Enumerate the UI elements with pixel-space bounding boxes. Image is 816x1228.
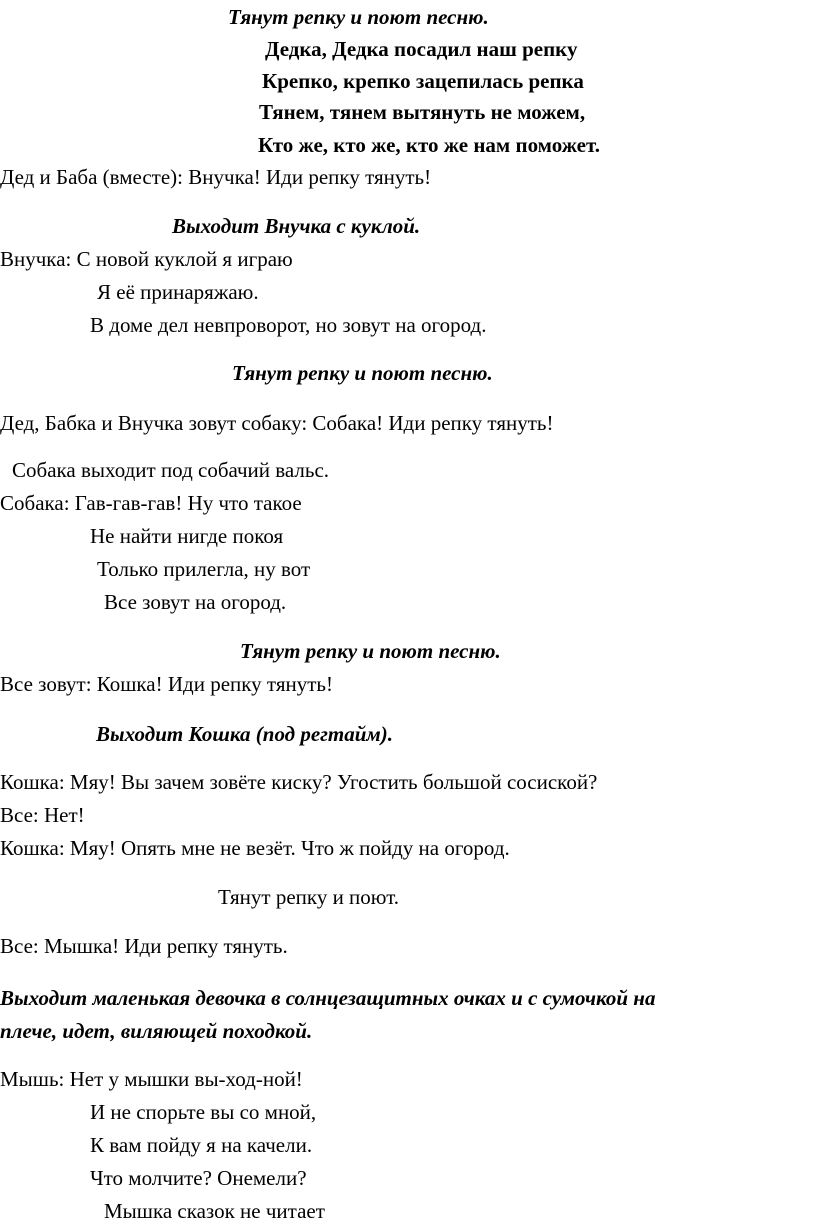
stage-direction: Выходит Внучка с куклой. (172, 214, 421, 238)
dialogue-line: К вам пойду я на качели. (90, 1133, 313, 1157)
stage-direction: Тянут репку и поют песню. (232, 361, 493, 385)
dialogue-line: Все зовут на огород. (104, 590, 287, 614)
stage-direction: Тянут репку и поют песню. (240, 639, 501, 663)
dialogue-line: И не спорьте вы со мной, (90, 1100, 317, 1124)
stage-direction: Тянут репку и поют песню. (228, 5, 489, 29)
dialogue-line: Что молчите? Онемели? (90, 1166, 307, 1190)
song-line: Дедка, Дедка посадил наш репку (265, 37, 578, 61)
dialogue-line: Все: Нет! (0, 803, 85, 827)
stage-direction: Собака выходит под собачий вальс. (12, 458, 330, 482)
dialogue-line: Мышка сказок не читает (104, 1199, 325, 1223)
dialogue-line: Мышь: Нет у мышки вы-ход-ной! (0, 1067, 303, 1091)
dialogue-line: Кошка: Мяу! Вы зачем зовёте киску? Угостить большой сосиской? (0, 770, 598, 794)
stage-direction: Тянут репку и поют. (218, 885, 400, 909)
dialogue-line: Кошка: Мяу! Опять мне не везёт. Что ж пойду на огород. (0, 836, 510, 860)
song-line: Крепко, крепко зацепилась репка (262, 69, 584, 93)
song-line: Тянем, тянем вытянуть не можем, (259, 100, 586, 124)
dialogue-line: Внучка: С новой куклой я играю (0, 247, 293, 271)
dialogue-line: В доме дел невпроворот, но зовут на огород. (90, 313, 487, 337)
dialogue-line: Собака: Гав-гав-гав! Ну что такое (0, 491, 302, 515)
dialogue-line: Только прилегла, ну вот (97, 557, 311, 581)
song-line: Кто же, кто же, кто же нам поможет. (258, 133, 600, 157)
dialogue-line: Дед, Бабка и Внучка зовут собаку: Собака! Иди репку тянуть! (0, 411, 554, 435)
dialogue-line: Я её принаряжаю. (97, 280, 259, 304)
dialogue-line: Все: Мышка! Иди репку тянуть. (0, 934, 288, 958)
dialogue-line: Не найти нигде покоя (90, 524, 284, 548)
dialogue-line: Все зовут: Кошка! Иди репку тянуть! (0, 672, 333, 696)
stage-direction: Выходит маленькая девочка в солнцезащитных очках и с сумочкой на (0, 986, 656, 1010)
dialogue-line: Дед и Баба (вместе): Внучка! Иди репку тянуть! (0, 165, 432, 189)
stage-direction: плече, идет, виляющей походкой. (0, 1019, 313, 1043)
stage-direction: Выходит Кошка (под регтайм). (96, 722, 394, 746)
